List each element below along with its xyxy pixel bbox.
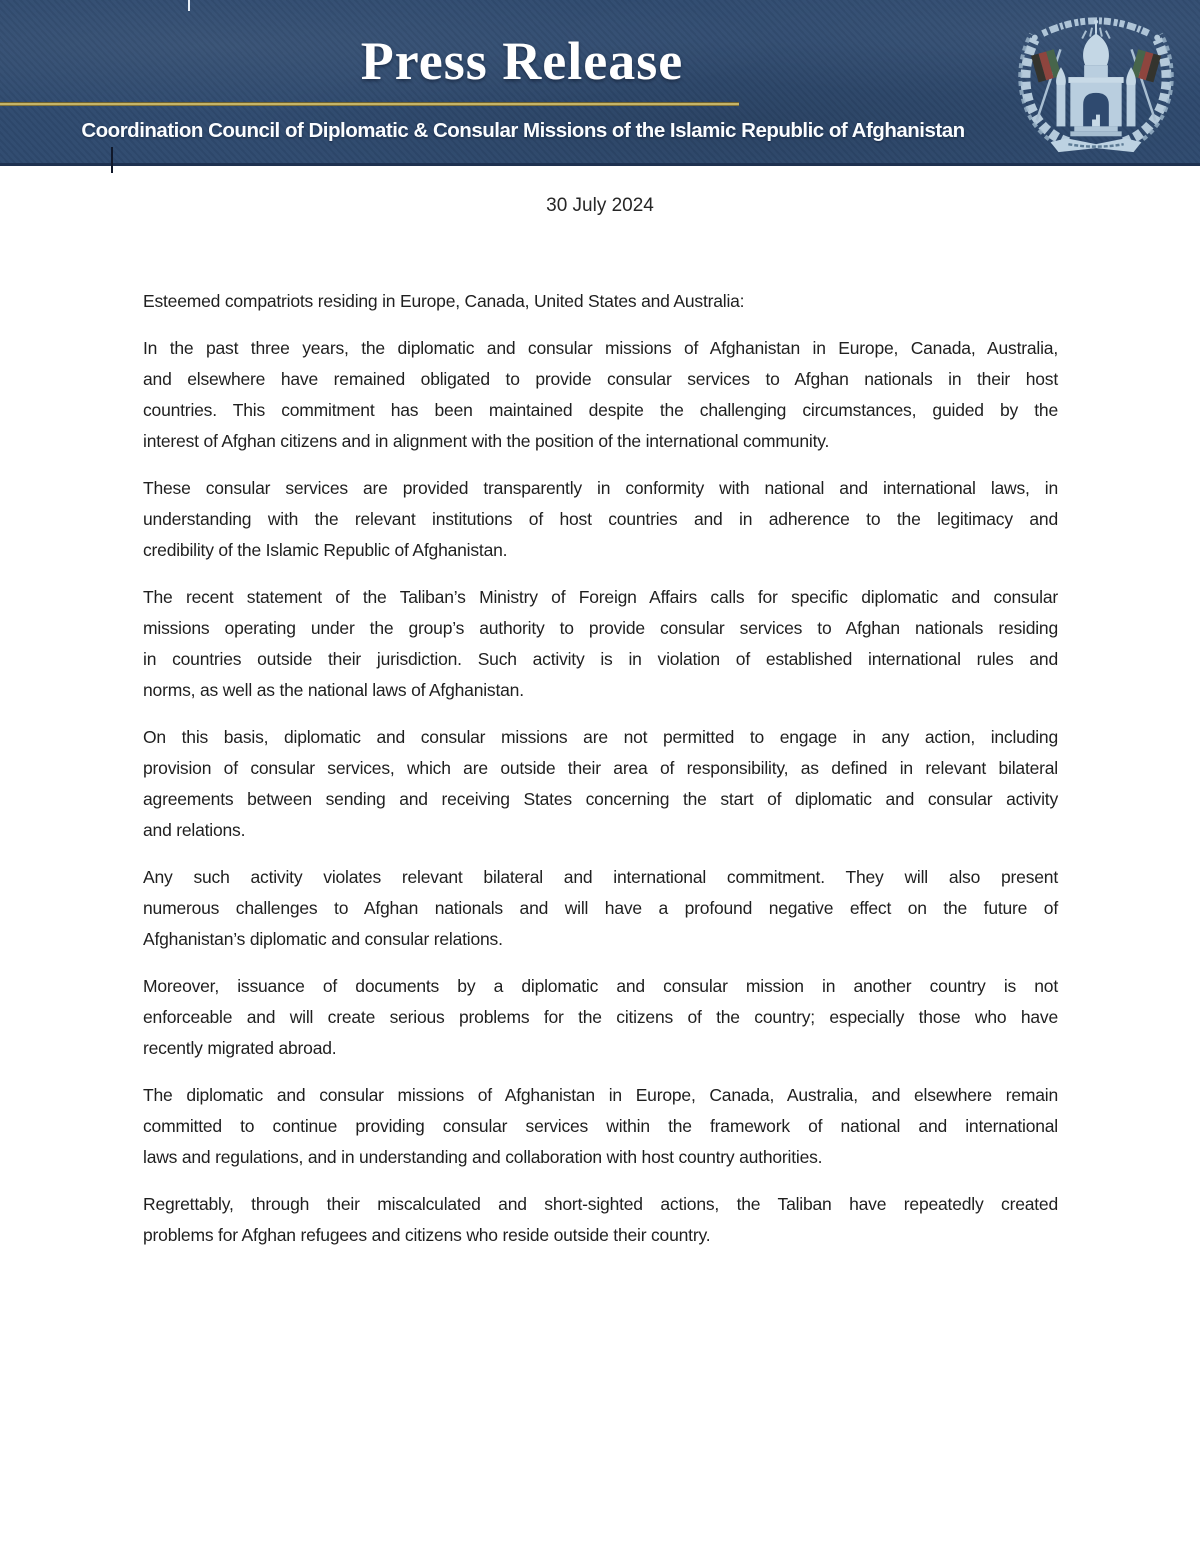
text-line: The recent statement of the Taliban’s Ministry of Foreign Affairs calls for specific diplomatic and consular: [143, 587, 1058, 607]
scan-artifact: [188, 0, 190, 11]
text-line: understanding with the relevant institutions of host countries and in adherence to the legitimacy and: [143, 509, 1058, 529]
paragraph: [143, 1189, 1058, 1251]
mosque: [1056, 20, 1136, 137]
text-line: These consular services are provided transparently in conformity with national and international laws, in: [143, 478, 1058, 498]
date-line: 30 July 2024: [546, 195, 654, 216]
text-line: in countries outside their jurisdiction. Such activity is in violation of established international rules and: [143, 649, 1058, 669]
text-line: numerous challenges to Afghan nationals and will have a profound negative effect on the future of: [143, 898, 1058, 918]
text-line: and relations.: [143, 820, 246, 840]
paragraph: [143, 286, 1058, 317]
text-line: committed to continue providing consular services within the framework of national and international: [143, 1116, 1058, 1136]
text-line: interest of Afghan citizens and in alignment with the position of the international community.: [143, 431, 830, 451]
text-line: Any such activity violates relevant bilateral and international commitment. They will also present: [143, 867, 1058, 887]
text-line: Esteemed compatriots residing in Europe, Canada, United States and Australia:: [143, 291, 745, 311]
text-line: countries. This commitment has been maintained despite the challenging circumstances, guided by the: [143, 400, 1058, 420]
text-line: Moreover, issuance of documents by a diplomatic and consular mission in another country is not: [143, 976, 1058, 996]
text-line: recently migrated abroad.: [143, 1038, 337, 1058]
text-line: agreements between sending and receiving States concerning the start of diplomatic and consular activity: [143, 789, 1058, 809]
text-line: credibility of the Islamic Republic of Afghanistan.: [143, 540, 508, 560]
text-line: missions operating under the group’s authority to provide consular services to Afghan nationals residing: [143, 618, 1058, 638]
masthead: [0, 0, 1200, 166]
text-line: On this basis, diplomatic and consular missions are not permitted to engage in any action, including: [143, 727, 1058, 747]
text-line: In the past three years, the diplomatic and consular missions of Afghanistan in Europe, Canada, Australia,: [143, 338, 1058, 358]
text-line: The diplomatic and consular missions of Afghanistan in Europe, Canada, Australia, and elsewhere remain: [143, 1085, 1058, 1105]
masthead-subtitle: Coordination Council of Diplomatic & Consular Missions of the Islamic Republic of Afghanistan: [81, 119, 965, 142]
paragraph: [143, 582, 1058, 706]
scan-artifact: [111, 147, 113, 173]
paragraph: [143, 333, 1058, 457]
text-line: Regrettably, through their miscalculated and short-sighted actions, the Taliban have repeatedly created: [143, 1194, 1058, 1214]
page-title: Press Release: [360, 31, 684, 91]
paragraph: [143, 722, 1058, 846]
paragraph: [143, 862, 1058, 955]
text-line: provision of consular services, which are outside their area of responsibility, as defined in relevant bilateral: [143, 758, 1058, 778]
text-line: laws and regulations, and in understanding and collaboration with host country authorities.: [143, 1147, 823, 1167]
text-line: enforceable and will create serious problems for the citizens of the country; especially those who have: [143, 1007, 1058, 1027]
paragraph: [143, 473, 1058, 566]
banner-ribbon: [1051, 138, 1142, 152]
text-line: and elsewhere have remained obligated to provide consular services to Afghan nationals in their host: [143, 369, 1058, 389]
gold-rule: [0, 102, 739, 106]
afghanistan-emblem-icon: [1004, 4, 1188, 158]
paragraph: [143, 971, 1058, 1064]
text-line: problems for Afghan refugees and citizens who reside outside their country.: [143, 1225, 711, 1245]
text-line: Afghanistan’s diplomatic and consular relations.: [143, 929, 503, 949]
paragraph: [143, 1080, 1058, 1173]
text-line: norms, as well as the national laws of Afghanistan.: [143, 680, 524, 700]
letter-body: [143, 286, 1058, 1251]
